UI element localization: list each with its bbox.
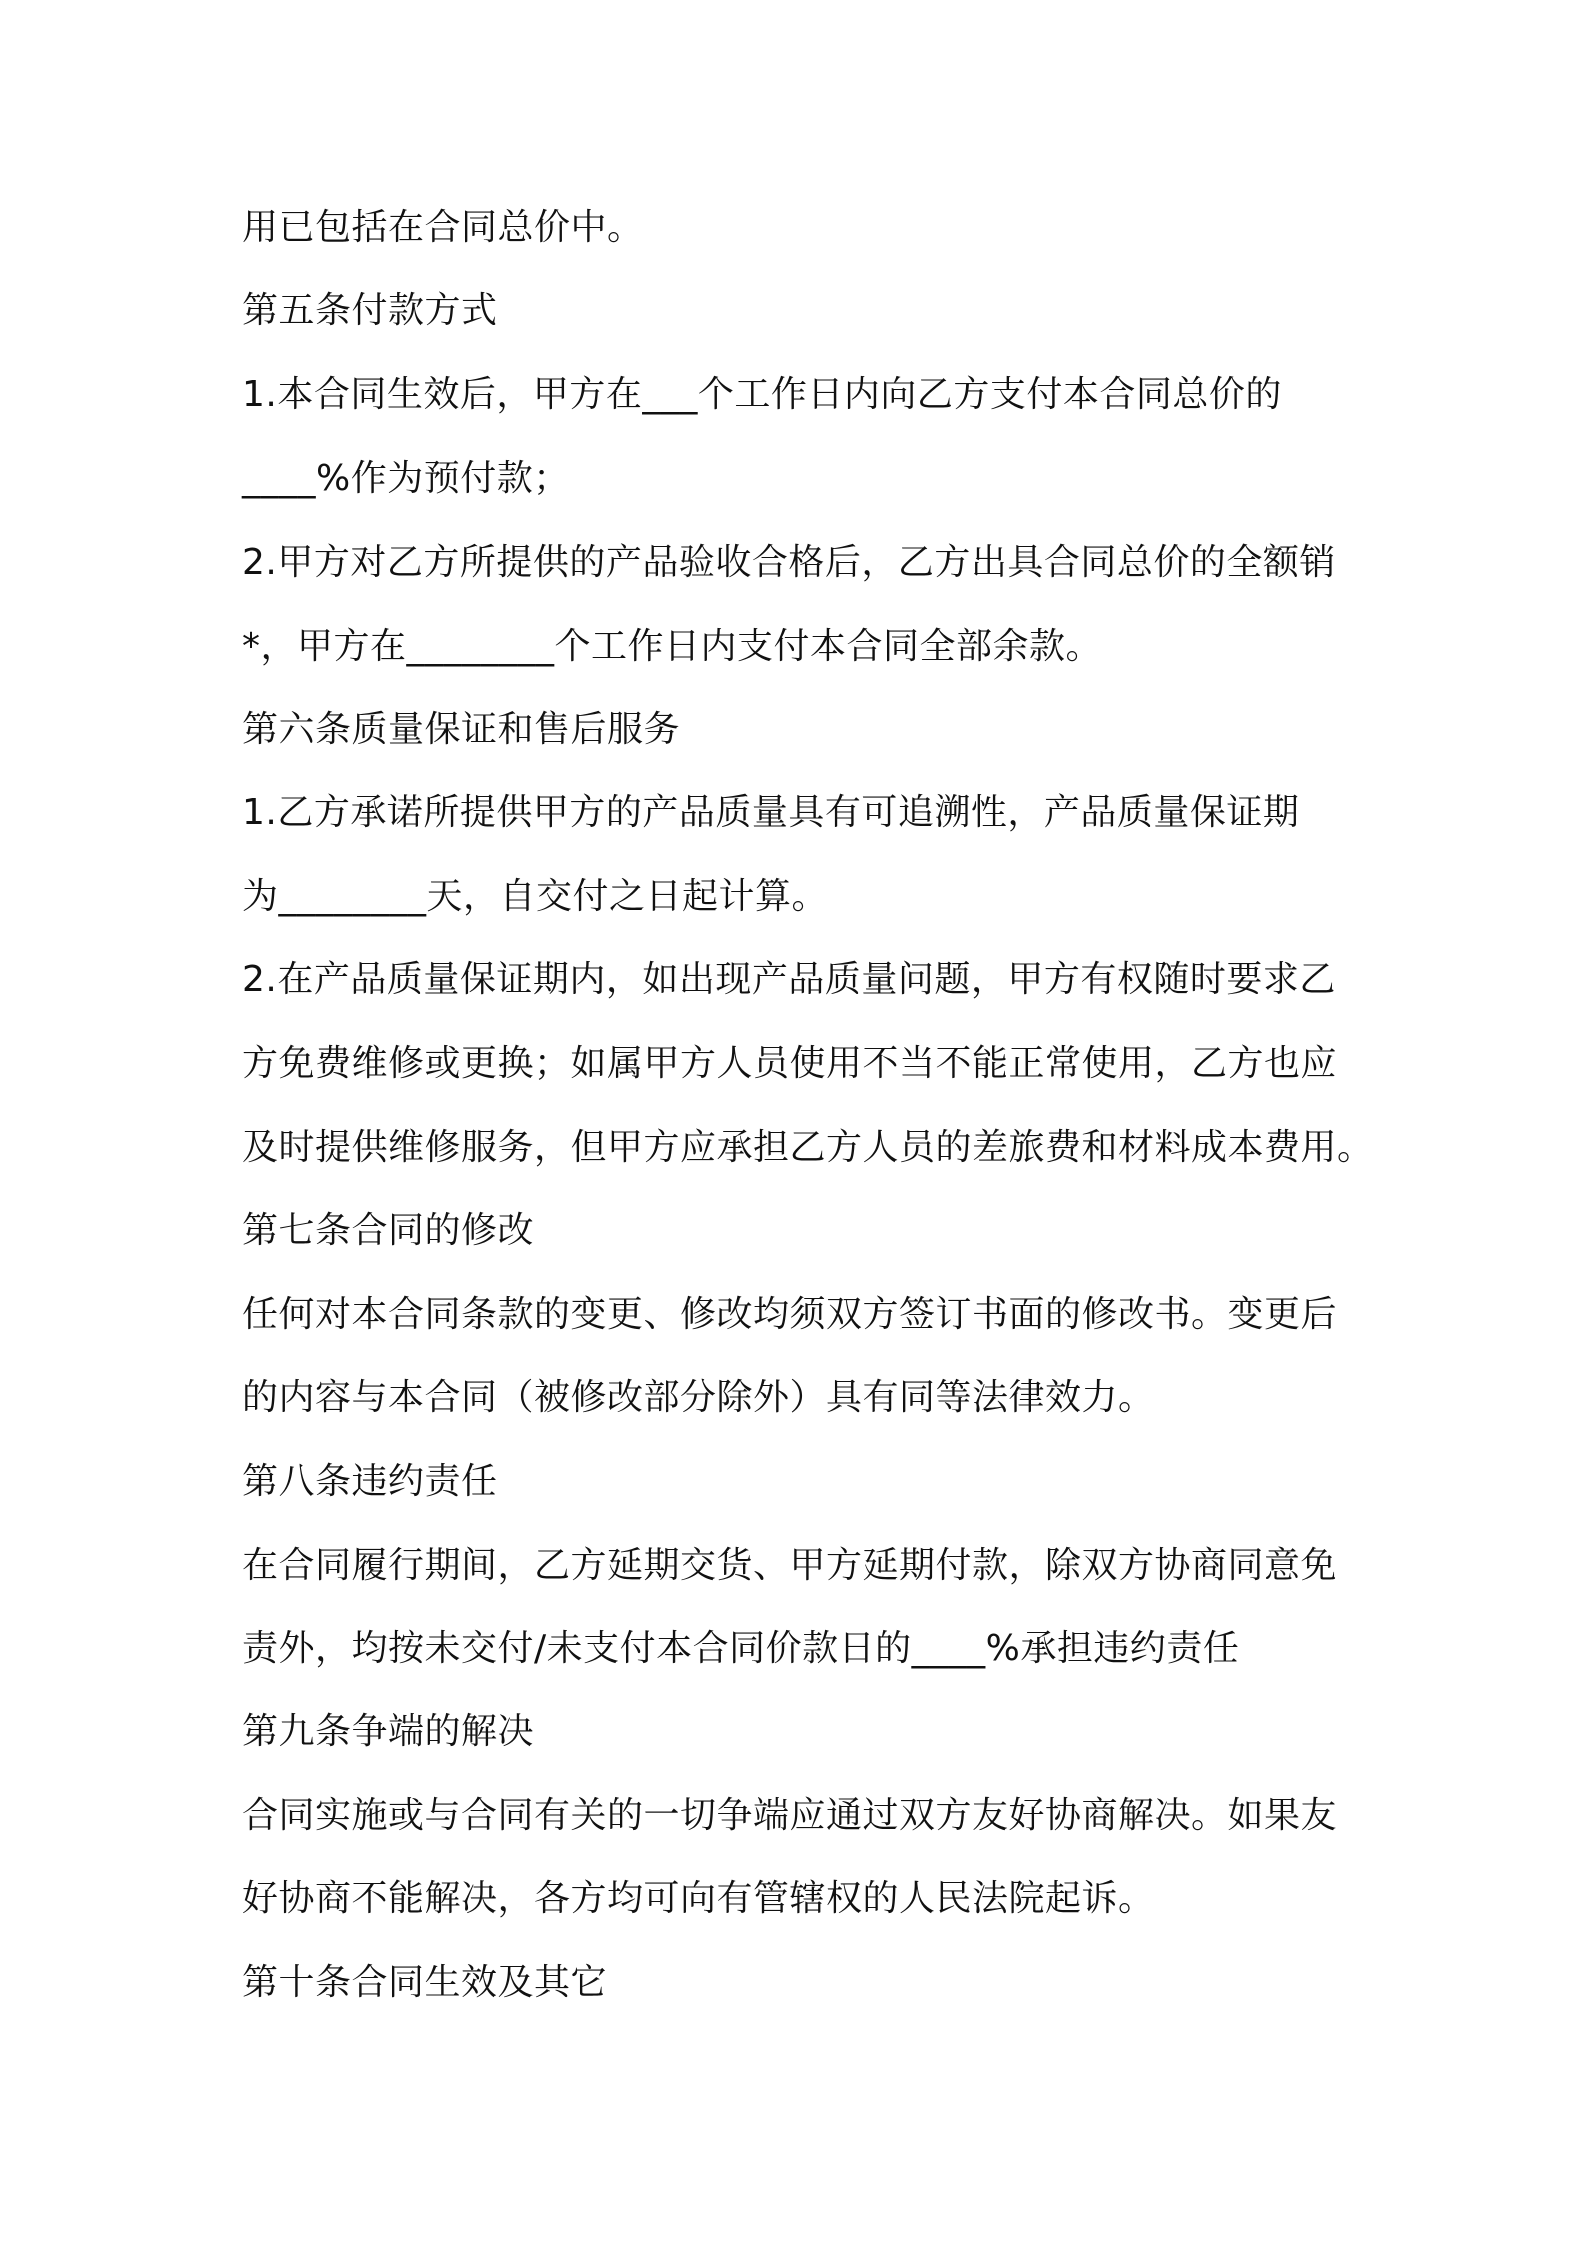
- section-heading-article-5: 第五条付款方式: [242, 290, 498, 331]
- text-line-dispute: 合同实施或与合同有关的一切争端应通过双方友好协商解决。如果友: [242, 1795, 1338, 1836]
- section-heading-article-10: 第十条合同生效及其它: [242, 1962, 608, 2003]
- text-line-amendment: 任何对本合同条款的变更、修改均须双方签订书面的修改书。变更后: [242, 1294, 1338, 1335]
- section-heading-article-9: 第九条争端的解决: [242, 1711, 535, 1752]
- text-line-dispute-cont: 好协商不能解决，各方均可向有管辖权的人民法院起诉。: [242, 1878, 1155, 1919]
- text-line-quality-2: 2.在产品质量保证期内，如出现产品质量问题，甲方有权随时要求乙: [242, 959, 1336, 1000]
- text-line-quality-1-cont: 为________天，自交付之日起计算。: [242, 876, 829, 917]
- text-line-amendment-cont: 的内容与本合同（被修改部分除外）具有同等法律效力。: [242, 1377, 1155, 1418]
- text-line-payment-1: 1.本合同生效后，甲方在___个工作日内向乙方支付本合同总价的: [242, 374, 1282, 415]
- text-line-quality-2-cont-a: 方免费维修或更换；如属甲方人员使用不当不能正常使用，乙方也应: [242, 1043, 1338, 1084]
- text-line-quality-1: 1.乙方承诺所提供甲方的产品质量具有可追溯性，产品质量保证期: [242, 792, 1300, 833]
- text-line-payment-2-cont: *，甲方在________个工作日内支付本合同全部余款。: [242, 626, 1103, 667]
- section-heading-article-8: 第八条违约责任: [242, 1461, 498, 1502]
- text-line-quality-2-cont-b: 及时提供维修服务，但甲方应承担乙方人员的差旅费和材料成本费用。: [242, 1127, 1374, 1168]
- text-line-breach: 在合同履行期间，乙方延期交货、甲方延期付款，除双方协商同意免: [242, 1545, 1338, 1586]
- text-line-continuation: 用已包括在合同总价中。: [242, 207, 644, 248]
- section-heading-article-6: 第六条质量保证和售后服务: [242, 709, 681, 750]
- text-line-payment-2: 2.甲方对乙方所提供的产品验收合格后，乙方出具合同总价的全额销: [242, 542, 1336, 583]
- text-line-breach-cont: 责外，均按未交付/未支付本合同价款日的____%承担违约责任: [242, 1628, 1240, 1669]
- section-heading-article-7: 第七条合同的修改: [242, 1210, 535, 1251]
- text-line-payment-1-cont: ____%作为预付款；: [242, 458, 570, 499]
